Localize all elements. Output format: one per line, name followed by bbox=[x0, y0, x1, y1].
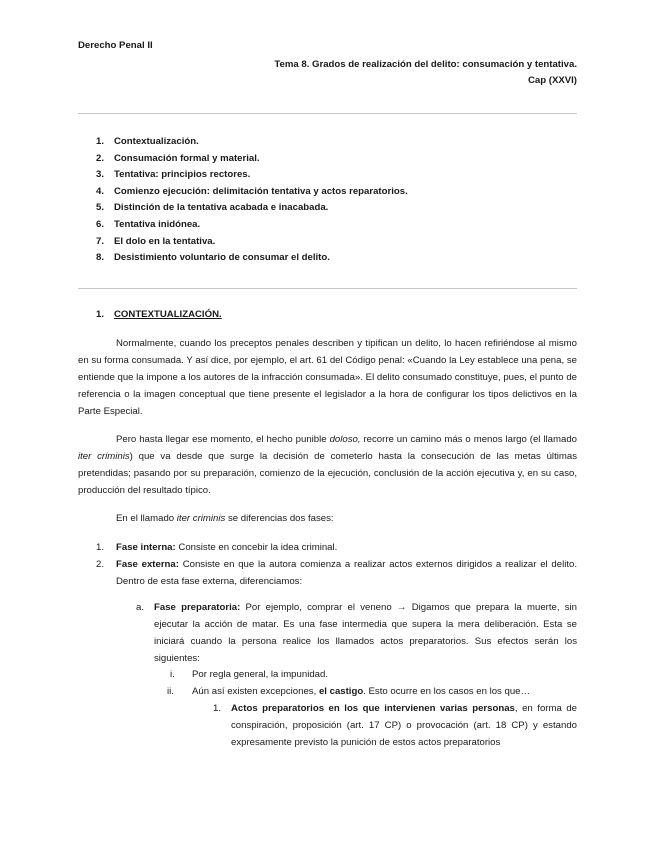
roman-marker: ii. bbox=[167, 686, 174, 697]
divider-bottom bbox=[78, 288, 577, 289]
topic-header bbox=[274, 57, 577, 89]
roman-item-exceptions: Aún así existen excepciones, el castigo. Esto ocurre en los casos en los que… bbox=[192, 686, 531, 697]
deep-item-conspiracy: Actos preparatorios en los que intervienen varias personas, en forma de conspiración, proposición (art. 17 CP) o provocación (art. 18 CP) y estando expresamente previsto la punición de estos actos preparatorios bbox=[231, 703, 578, 748]
phase-number: 2. bbox=[96, 559, 105, 570]
preparatory-phase: Fase preparatoria: Por ejemplo, comprar el veneno → Digamos que prepara la muerte, sin ejecutar la acción de matar. Es una fase intermedia que supera la mera deliberación. Esta se iniciará cuando la persona realice los llamados actos preparatorios. Sus efectos serán los siguientes: bbox=[154, 602, 577, 664]
paragraph-3: En el llamado iter criminis se diferencias dos fases: bbox=[116, 513, 334, 524]
roman-item-impunity: Por regla general, la impunidad. bbox=[192, 669, 328, 680]
deep-item-marker: 1. bbox=[213, 703, 222, 714]
toc-item: 7. El dolo en la tentativa. bbox=[96, 235, 216, 247]
roman-marker: i. bbox=[170, 669, 175, 680]
phase-internal: Fase interna: Consiste en concebir la idea criminal. bbox=[116, 542, 338, 553]
toc-item: 4. Comienzo ejecución: delimitación tentativa y actos reparatorios. bbox=[96, 185, 408, 197]
table-of-contents bbox=[96, 134, 408, 267]
sub-item-marker: a. bbox=[136, 602, 145, 613]
divider-top bbox=[78, 113, 577, 114]
toc-item: 1. Contextualización. bbox=[96, 136, 199, 147]
section-heading: 1. CONTEXTUALIZACIÓN. bbox=[96, 309, 222, 320]
toc-item: 2. Consumación formal y material. bbox=[96, 152, 260, 164]
toc-item: 8. Desistimiento voluntario de consumar el delito. bbox=[96, 252, 330, 264]
chapter-label: Cap (XXVI) bbox=[527, 75, 577, 86]
toc-item: 6. Tentativa inidónea. bbox=[96, 218, 201, 230]
topic-title: Tema 8. Grados de realización del delito: consumación y tentativa. bbox=[274, 59, 577, 70]
toc-item: 5. Distinción de la tentativa acabada e inacabada. bbox=[96, 202, 329, 214]
course-title: Derecho Penal II bbox=[78, 40, 153, 51]
paragraph-1: Normalmente, cuando los preceptos penales describen y tipifican un delito, lo hacen refiriéndose al mismo en su forma consumada. Y así dice, por ejemplo, el art. 61 del Código penal: «Cuando la Ley establece una pena, se entiende que la impone a los autores de la infracción consumada». El delito consumado constituye, pues, el punto de referencia o la imagen conceptual que tiene presente el legislador a la hora de configurar los tipos delictivos en la Parte Especial. bbox=[78, 338, 577, 417]
arrow-icon: → bbox=[396, 602, 407, 613]
paragraph-2: Pero hasta llegar ese momento, el hecho punible doloso, recorre un camino más o menos largo (el llamado iter criminis) que va desde que surge la decisión de cometerlo hasta la consecución de las metas últimas pretendidas; pasando por su preparación, comienzo de la ejecución, conclusión de la acción ejecutiva y, en su caso, producción del resultado típico. bbox=[78, 434, 577, 496]
toc-item: 3. Tentativa: principios rectores. bbox=[96, 169, 251, 181]
phase-number: 1. bbox=[96, 542, 105, 553]
phase-external: Fase externa: Consiste en que la autora comienza a realizar actos externos dirigidos a realizar el delito. Dentro de esta fase externa, diferenciamos: bbox=[116, 559, 578, 587]
